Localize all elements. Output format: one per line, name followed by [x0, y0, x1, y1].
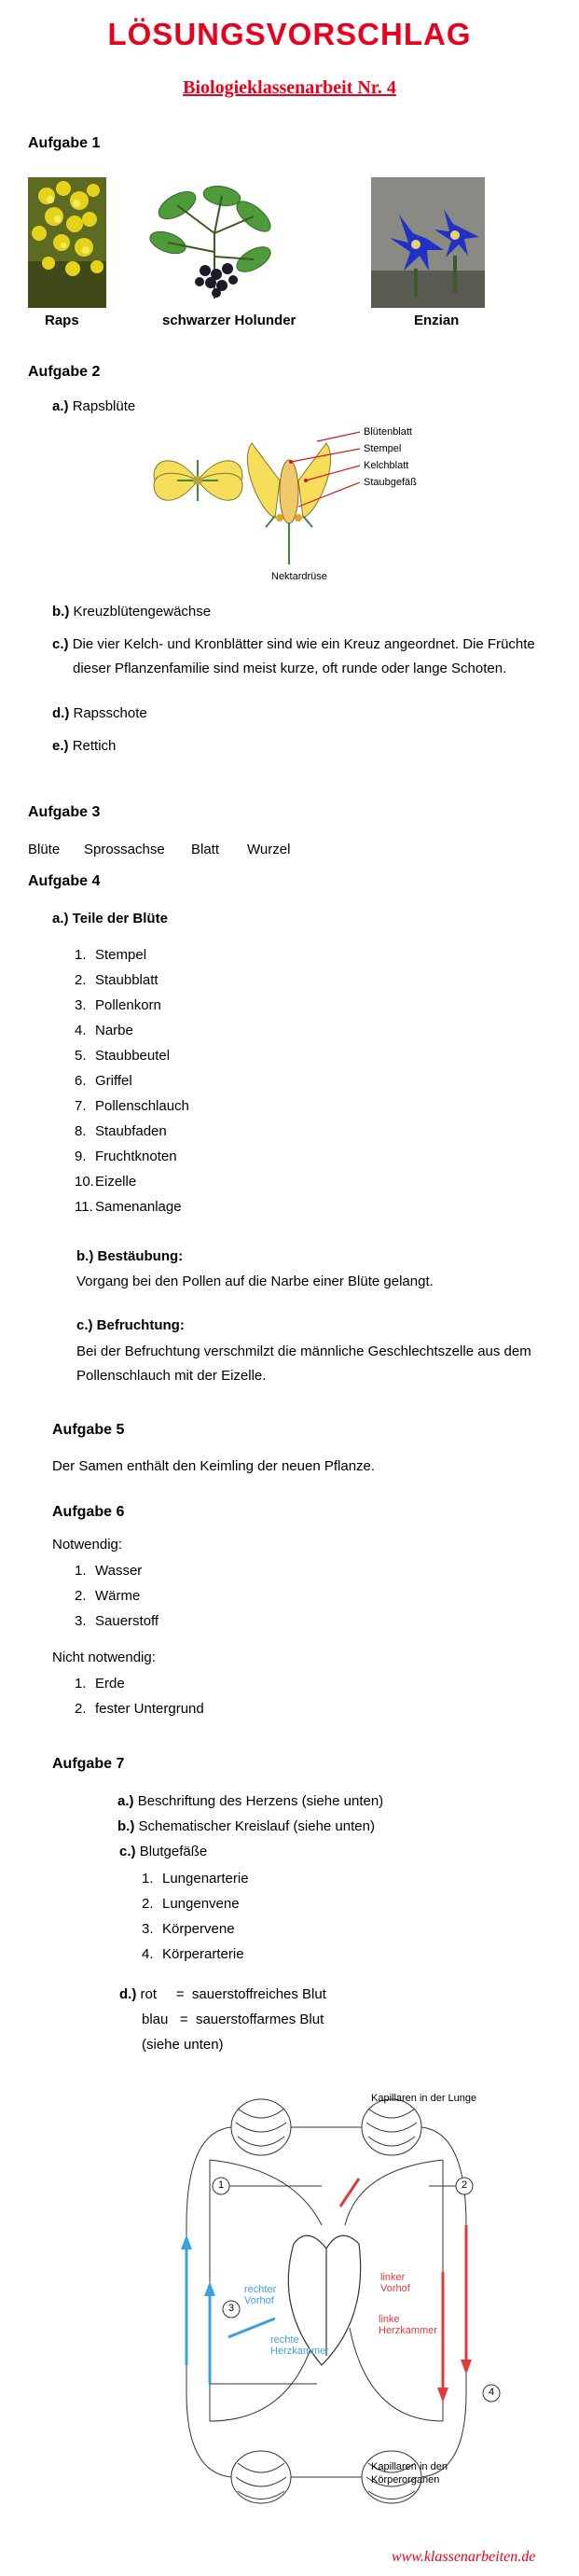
label-right-atrium: rechter Vorhof: [244, 2284, 277, 2306]
page-subtitle: Biologieklassenarbeit Nr. 4: [183, 77, 396, 98]
label-kelchblatt: Kelchblatt: [364, 460, 409, 471]
caption-raps: Raps: [45, 313, 79, 328]
list-item: 10.Eizelle: [75, 1174, 137, 1190]
task-2e: [52, 734, 116, 759]
list-item: 6. Griffel: [75, 1073, 132, 1089]
task-3-word-3: Blatt: [191, 842, 220, 857]
label-vessel-2: 2: [462, 2179, 468, 2191]
label-left-atrium: linker Vorhof: [380, 2272, 410, 2294]
task-3-word-4: Wurzel: [247, 842, 291, 857]
list-item: 8. Staubfaden: [75, 1123, 167, 1139]
task-7d-label: d.): [119, 1986, 137, 2002]
list-item: 1. Wasser: [75, 1563, 143, 1579]
task-1-heading: Aufgabe 1: [28, 135, 101, 151]
task-7b-text: Schematischer Kreislauf (siehe unten): [138, 1818, 375, 1834]
task-3-heading: Aufgabe 3: [28, 804, 101, 820]
task-7b: [117, 1815, 375, 1839]
label-bluetenblatt: Blütenblatt: [364, 426, 412, 438]
flower-parts-list: [75, 942, 189, 1219]
caption-holunder: schwarzer Holunder: [162, 313, 296, 328]
label-vessel-1: 1: [218, 2179, 225, 2191]
task-2b: [52, 600, 211, 624]
list-item: 2. fester Untergrund: [75, 1701, 204, 1717]
task-2a-text: Rapsblüte: [72, 398, 136, 414]
list-item: 1. Stempel: [75, 947, 147, 963]
task-6-not-needed-label: Nicht notwendig:: [52, 1650, 156, 1665]
task-4b-text: Vorgang bei den Pollen auf die Narbe einer Blüte gelangt.: [76, 1274, 434, 1289]
task-2c: [52, 633, 556, 681]
task-2a-label: a.): [52, 398, 69, 414]
task-2d: [52, 702, 147, 726]
task-7c-text: Blutgefäße: [139, 1844, 208, 1859]
list-item: 1. Erde: [75, 1676, 125, 1692]
task-2e-label: e.): [52, 738, 69, 754]
not-needed-list: [75, 1671, 204, 1721]
task-2c-line2: dieser Pflanzenfamilie sind meist kurze, oft runde oder lange Schoten.: [73, 661, 507, 676]
label-staubgefaess: Staubgefäß: [364, 477, 417, 488]
task-5-heading: Aufgabe 5: [52, 1422, 125, 1438]
task-3-word-1: Blüte: [28, 842, 61, 857]
list-item: 4. Narbe: [75, 1023, 133, 1038]
task-2b-label: b.): [52, 604, 70, 620]
task-7a-text: Beschriftung des Herzens (siehe unten): [137, 1793, 384, 1809]
task-2b-text: Kreuzblütengewächse: [73, 604, 212, 620]
label-stempel: Stempel: [364, 443, 402, 454]
list-item: 5. Staubbeutel: [75, 1048, 171, 1064]
task-7a-label: a.): [117, 1793, 134, 1809]
task-7d-line2: blau = sauerstoffarmes Blut: [142, 2012, 324, 2027]
task-4b-heading: b.) Bestäubung:: [76, 1248, 184, 1264]
task-7-heading: Aufgabe 7: [52, 1756, 125, 1772]
label-vessel-3: 3: [228, 2303, 235, 2314]
task-6-heading: Aufgabe 6: [52, 1504, 125, 1520]
needed-list: [75, 1558, 159, 1634]
task-7d: [119, 1982, 326, 2057]
label-right-ventricle: rechte Herzkammer: [270, 2334, 329, 2357]
list-item: 3. Sauerstoff: [75, 1613, 159, 1629]
list-item: 2. Staubblatt: [75, 972, 159, 988]
label-lung-capillaries: Kapillaren in der Lunge: [371, 2093, 477, 2104]
task-2c-label: c.): [52, 636, 69, 652]
label-body-capillaries-2: Körperorganen: [371, 2474, 440, 2485]
enzian-photo: [371, 177, 485, 308]
holunder-drawing: [149, 177, 280, 303]
task-2-heading: Aufgabe 2: [28, 364, 101, 380]
list-item: 1. Lungenarterie: [142, 1871, 249, 1887]
task-7d-line1: rot = sauerstoffreiches Blut: [140, 1986, 326, 2002]
task-7c: [119, 1840, 207, 1864]
task-2a: [52, 395, 135, 419]
task-2d-text: Rapsschote: [73, 705, 147, 721]
raps-photo: [28, 177, 106, 308]
task-4-heading: Aufgabe 4: [28, 873, 101, 889]
blood-circulation-diagram: [154, 2085, 503, 2514]
label-nektardruese: Nektardrüse: [271, 571, 327, 582]
task-7c-label: c.): [119, 1844, 136, 1859]
list-item: 7. Pollenschlauch: [75, 1098, 189, 1114]
task-4c-text: [76, 1340, 571, 1388]
task-4c-line1: Bei der Befruchtung verschmilzt die männliche Geschlechtszelle aus dem: [76, 1344, 531, 1359]
task-4a-heading: a.) Teile der Blüte: [52, 911, 168, 926]
label-left-ventricle: linke Herzkammer: [379, 2314, 437, 2336]
task-7b-label: b.): [117, 1818, 135, 1834]
task-7d-line3: (siehe unten): [142, 2037, 224, 2053]
task-7a: [117, 1789, 383, 1814]
list-item: 3. Körpervene: [142, 1921, 235, 1937]
task-4c-heading: c.) Befruchtung:: [76, 1317, 185, 1333]
label-vessel-4: 4: [489, 2387, 495, 2398]
list-item: 2. Lungenvene: [142, 1896, 240, 1912]
list-item: 4. Körperarterie: [142, 1946, 244, 1962]
caption-enzian: Enzian: [414, 313, 460, 328]
task-3-word-2: Sprossachse: [84, 842, 165, 857]
task-4c-line2: Pollenschlauch mit der Eizelle.: [76, 1368, 267, 1384]
footer-url: www.klassenarbeiten.de: [392, 2549, 536, 2565]
list-item: 11. Samenanlage: [75, 1199, 182, 1215]
task-6-needed-label: Notwendig:: [52, 1537, 123, 1553]
page-title: LÖSUNGSVORSCHLAG: [107, 17, 472, 51]
task-2d-label: d.): [52, 705, 70, 721]
task-5-text: Der Samen enthält den Keimling der neuen Pflanze.: [52, 1458, 376, 1474]
label-body-capillaries-1: Kapillaren in den: [371, 2461, 448, 2472]
task-2e-text: Rettich: [72, 738, 117, 754]
vessel-list: [142, 1866, 249, 1967]
list-item: 2. Wärme: [75, 1588, 141, 1604]
task-2c-line1: Die vier Kelch- und Kronblätter sind wie ein Kreuz angeordnet. Die Früchte: [72, 636, 535, 652]
list-item: 3. Pollenkorn: [75, 997, 161, 1013]
list-item: 9. Fruchtknoten: [75, 1149, 177, 1164]
